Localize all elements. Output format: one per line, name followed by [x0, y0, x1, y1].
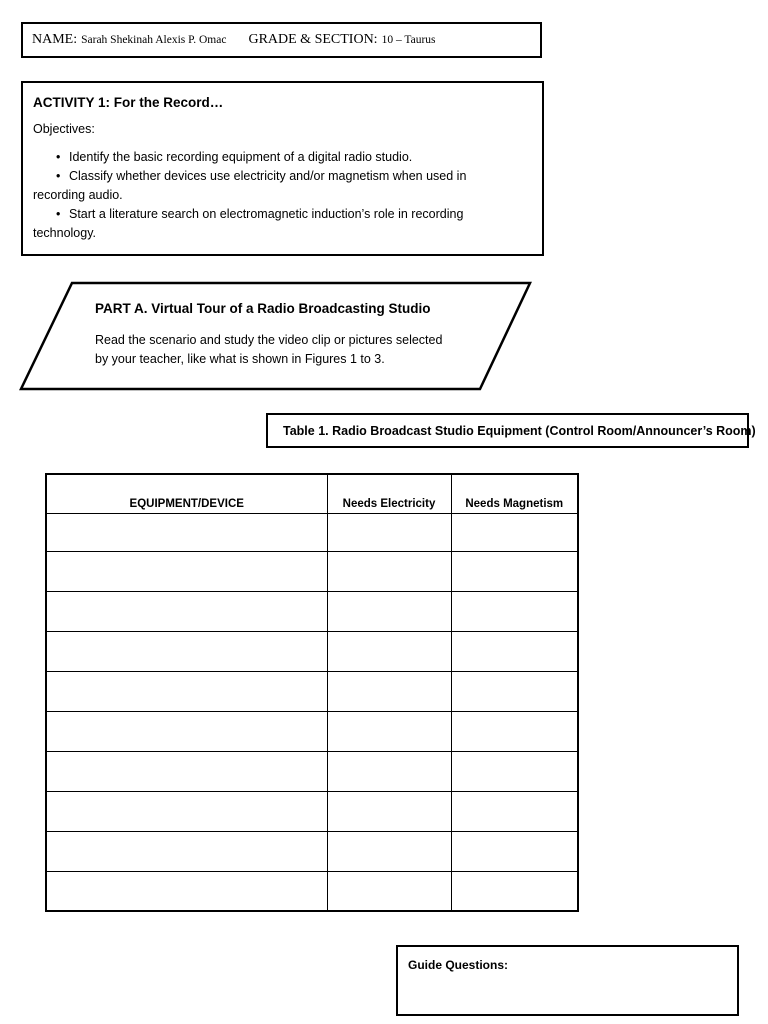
- magnetism-cell[interactable]: [451, 551, 578, 591]
- activity-box: [21, 81, 544, 256]
- equipment-cell[interactable]: [46, 591, 327, 631]
- table-row: [46, 671, 578, 711]
- electricity-cell[interactable]: [327, 591, 451, 631]
- equipment-cell[interactable]: [46, 831, 327, 871]
- magnetism-cell[interactable]: [451, 751, 578, 791]
- electricity-cell[interactable]: [327, 513, 451, 551]
- objectives-label: Objectives:: [33, 122, 95, 136]
- table-row: [46, 791, 578, 831]
- objective-text: Start a literature search on electromagnetic induction’s role in recording: [69, 207, 464, 221]
- objective-item: [33, 148, 532, 167]
- electricity-cell[interactable]: [327, 871, 451, 911]
- electricity-cell[interactable]: [327, 671, 451, 711]
- objective-text-continued: recording audio.: [33, 188, 123, 202]
- part-a-title: PART A. Virtual Tour of a Radio Broadcasting Studio: [95, 301, 431, 316]
- objective-text: Identify the basic recording equipment of a digital radio studio.: [69, 150, 413, 164]
- objective-item: [33, 167, 532, 186]
- magnetism-cell[interactable]: [451, 631, 578, 671]
- grade-section-value: 10 – Taurus: [381, 34, 436, 46]
- name-value: Sarah Shekinah Alexis P. Omac: [81, 34, 227, 46]
- magnetism-cell[interactable]: [451, 871, 578, 911]
- table-row: [46, 751, 578, 791]
- table-row: [46, 871, 578, 911]
- objectives-list: [33, 148, 532, 243]
- guide-questions-label: Guide Questions:: [408, 958, 509, 972]
- table-row: [46, 831, 578, 871]
- student-info-box: [21, 22, 542, 58]
- magnetism-cell[interactable]: [451, 831, 578, 871]
- part-a-instruction: Read the scenario and study the video clip or pictures selected: [95, 333, 443, 347]
- equipment-cell[interactable]: [46, 711, 327, 751]
- equipment-cell[interactable]: [46, 551, 327, 591]
- magnetism-cell[interactable]: [451, 591, 578, 631]
- equipment-cell[interactable]: [46, 671, 327, 711]
- table-caption: Table 1. Radio Broadcast Studio Equipment (Control Room/Announcer’s Room): [266, 413, 749, 448]
- electricity-cell[interactable]: [327, 711, 451, 751]
- table-row: [46, 513, 578, 551]
- objective-item: [33, 205, 532, 224]
- table-row: [46, 591, 578, 631]
- table-row: [46, 711, 578, 751]
- magnetism-cell[interactable]: [451, 671, 578, 711]
- equipment-cell[interactable]: [46, 751, 327, 791]
- guide-questions-box: [396, 945, 739, 1016]
- column-header-electricity: Needs Electricity: [327, 474, 451, 513]
- name-label: NAME:: [32, 32, 78, 47]
- objective-text-continued: technology.: [33, 226, 97, 240]
- bullet-icon: •: [56, 169, 61, 183]
- electricity-cell[interactable]: [327, 631, 451, 671]
- equipment-cell[interactable]: [46, 791, 327, 831]
- magnetism-cell[interactable]: [451, 513, 578, 551]
- magnetism-cell[interactable]: [451, 711, 578, 751]
- electricity-cell[interactable]: [327, 551, 451, 591]
- table-row: [46, 631, 578, 671]
- objective-text: Classify whether devices use electricity and/or magnetism when used in: [69, 169, 467, 183]
- magnetism-cell[interactable]: [451, 791, 578, 831]
- activity-title: ACTIVITY 1: For the Record…: [33, 95, 224, 110]
- column-header-magnetism: Needs Magnetism: [451, 474, 578, 513]
- part-a-banner: [19, 281, 533, 391]
- equipment-cell[interactable]: [46, 871, 327, 911]
- equipment-table: [45, 473, 579, 912]
- column-header-equipment: EQUIPMENT/DEVICE: [46, 474, 327, 513]
- table-row: [46, 551, 578, 591]
- equipment-cell[interactable]: [46, 513, 327, 551]
- bullet-icon: •: [56, 207, 61, 221]
- electricity-cell[interactable]: [327, 831, 451, 871]
- part-a-instruction: by your teacher, like what is shown in Figures 1 to 3.: [95, 352, 385, 366]
- table-header-row: [46, 474, 578, 513]
- electricity-cell[interactable]: [327, 791, 451, 831]
- bullet-icon: •: [56, 150, 61, 164]
- equipment-cell[interactable]: [46, 631, 327, 671]
- electricity-cell[interactable]: [327, 751, 451, 791]
- grade-section-label: GRADE & SECTION:: [248, 32, 378, 47]
